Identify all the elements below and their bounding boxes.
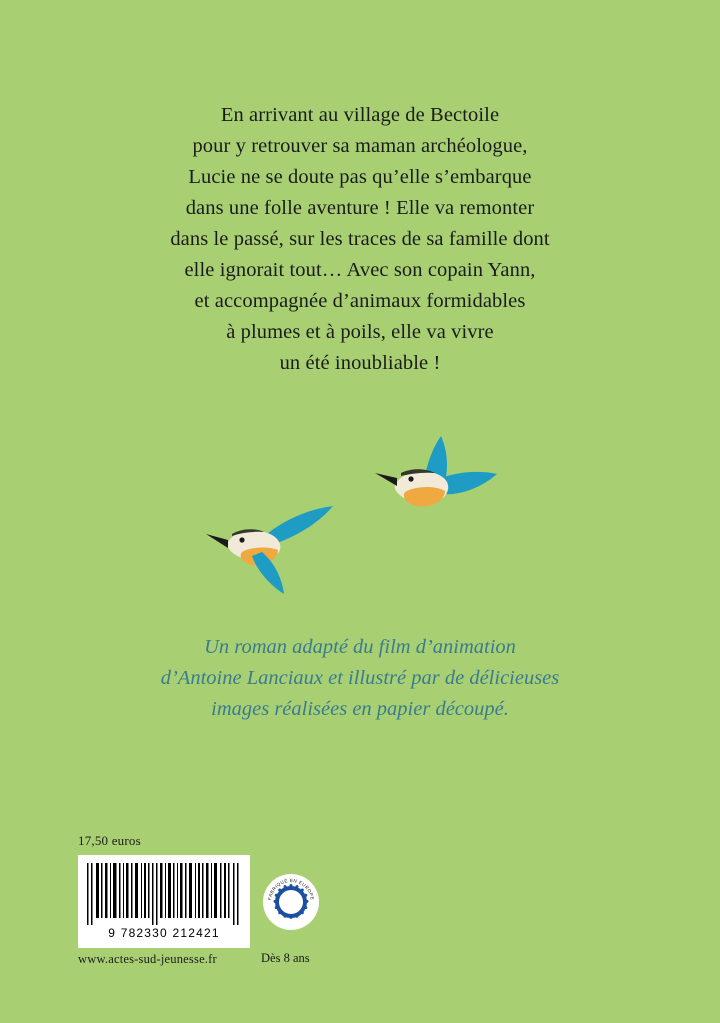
blurb-line: dans le passé, sur les traces de sa famille dont: [170, 228, 550, 250]
tagline-line: Un roman adapté du film d’animation: [204, 636, 516, 658]
publisher-website[interactable]: www.actes-sud-jeunesse.fr: [78, 952, 217, 966]
blurb-line: à plumes et à poils, elle va vivre: [226, 321, 494, 343]
blurb-line: et accompagnée d’animaux formidables: [194, 290, 526, 312]
blurb-line: un été inoubliable !: [279, 352, 441, 374]
birds-illustration: [0, 420, 720, 600]
flying-bird-illustration: [375, 430, 515, 545]
barcode-bars: [85, 863, 243, 925]
made-in-europe-stamp-icon: [262, 873, 320, 931]
flying-bird-illustration: [198, 490, 348, 605]
blurb-line: elle ignorait tout… Avec son copain Yann,: [184, 259, 536, 281]
svg-text:FABRIQUÉ EN EUROPE: FABRIQUÉ EN EUROPE: [267, 877, 315, 901]
tagline-line: d’Antoine Lanciaux et illustré par de délicieuses: [160, 667, 560, 689]
blurb-line: En arrivant au village de Bectoile: [220, 104, 500, 126]
barcode-digits: 9 782330 212421: [108, 926, 220, 940]
tagline-line: images réalisées en papier découpé.: [211, 698, 509, 720]
blurb-line: Lucie ne se doute pas qu’elle s’embarque: [188, 166, 532, 188]
blurb-line: dans une folle aventure ! Elle va remonter: [185, 197, 535, 219]
age-rating-label: Dès 8 ans: [261, 951, 310, 965]
price-label: 17,50 euros: [78, 833, 141, 848]
barcode: [78, 855, 250, 948]
blurb-text: [0, 100, 720, 379]
blurb-line: pour y retrouver sa maman archéologue,: [192, 135, 528, 157]
tagline-text: [0, 632, 720, 725]
